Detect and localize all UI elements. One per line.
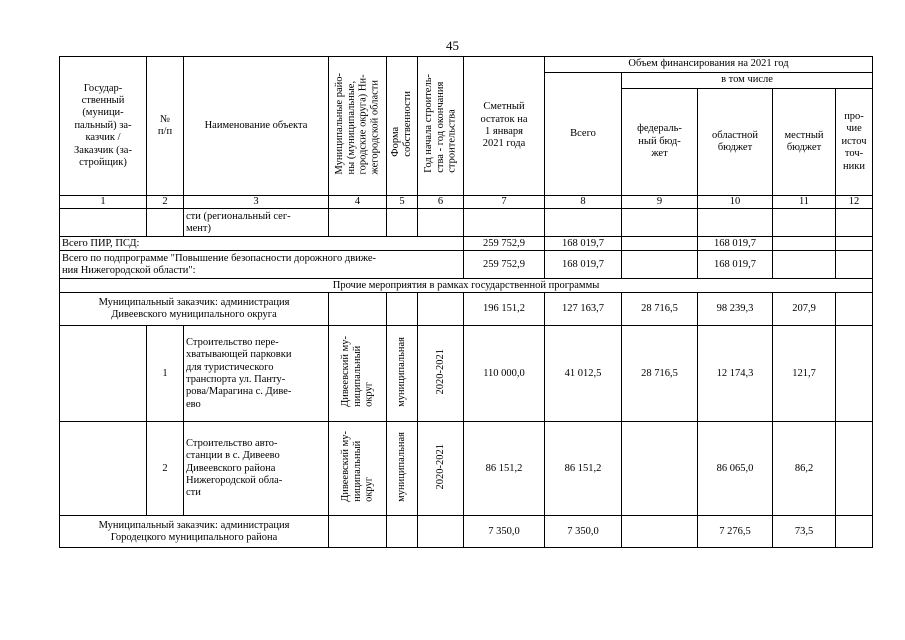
section-row — [60, 279, 873, 293]
header-financing: Объем финансирования на 2021 год — [545, 57, 873, 73]
total-value: 168 019,7 — [545, 251, 622, 279]
district: Дивеевский му- ниципальный округ — [329, 422, 387, 516]
balance-value: 259 752,9 — [464, 251, 545, 279]
col-num: 12 — [836, 196, 873, 209]
header-years: Год начала строитель- ства - год окончания строительства — [418, 57, 464, 196]
header-local: местный бюджет — [773, 89, 836, 196]
total-value: 168 019,7 — [545, 237, 622, 251]
col-num: 1 — [60, 196, 147, 209]
col-num: 7 — [464, 196, 545, 209]
header-regional: областной бюджет — [698, 89, 773, 196]
col-num: 6 — [418, 196, 464, 209]
header-num: № п/п — [147, 57, 184, 196]
section-title: Прочие мероприятия в рамках государственной программы — [60, 279, 873, 293]
table-row — [60, 251, 873, 279]
customer-label: Муниципальный заказчик: администрация Дивеевского муниципального округа — [60, 293, 329, 326]
federal-value: 28 716,5 — [622, 293, 698, 326]
table-row — [60, 293, 873, 326]
table-row — [60, 209, 873, 237]
regional-value: 86 065,0 — [698, 422, 773, 516]
total-value: 86 151,2 — [545, 422, 622, 516]
col-num: 8 — [545, 196, 622, 209]
total-value: 41 012,5 — [545, 326, 622, 422]
item-number: 2 — [147, 422, 184, 516]
col-num: 4 — [329, 196, 387, 209]
col-num: 3 — [184, 196, 329, 209]
balance-value: 110 000,0 — [464, 326, 545, 422]
balance-value: 196 151,2 — [464, 293, 545, 326]
column-number-row — [60, 196, 873, 209]
balance-value: 7 350,0 — [464, 516, 545, 548]
regional-value: 7 276,5 — [698, 516, 773, 548]
object-name: Строительство авто- станции в с. Дивеево Дивеевского района Нижегородской обла- сти — [184, 422, 329, 516]
header-including: в том числе — [622, 73, 873, 89]
balance-value: 86 151,2 — [464, 422, 545, 516]
header-object-name: Наименование объекта — [184, 57, 329, 196]
regional-value: 168 019,7 — [698, 251, 773, 279]
header-ownership: Форма собственности — [387, 57, 418, 196]
header-balance: Сметный остаток на 1 января 2021 года — [464, 57, 545, 196]
local-value: 207,9 — [773, 293, 836, 326]
object-name: Строительство пере- хватывающей парковки для туристического транспорта ул. Панту- рова/Марагина с. Диве- ево — [184, 326, 329, 422]
header-customer: Государ- ственный (муници- пальный) за- казчик / Заказчик (за- стройщик) — [60, 57, 147, 196]
table-row — [60, 326, 873, 422]
total-value: 7 350,0 — [545, 516, 622, 548]
local-value: 86,2 — [773, 422, 836, 516]
financing-table — [59, 56, 873, 548]
object-name: сти (региональный сег- мент) — [184, 209, 329, 237]
balance-value: 259 752,9 — [464, 237, 545, 251]
header-total: Всего — [545, 73, 622, 196]
header-districts: Муниципальные райо- ны (муниципальные, городские округа) Ни- жегородской области — [329, 57, 387, 196]
col-num: 2 — [147, 196, 184, 209]
regional-value: 98 239,3 — [698, 293, 773, 326]
federal-value: 28 716,5 — [622, 326, 698, 422]
customer-label: Муниципальный заказчик: администрация Городецкого муниципального района — [60, 516, 329, 548]
col-num: 9 — [622, 196, 698, 209]
ownership: муниципальная — [387, 326, 418, 422]
item-number: 1 — [147, 326, 184, 422]
table-row — [60, 237, 873, 251]
row-label: Всего ПИР, ПСД: — [60, 237, 464, 251]
table-row — [60, 422, 873, 516]
header-federal: федераль- ный бюд- жет — [622, 89, 698, 196]
years: 2020-2021 — [418, 326, 464, 422]
col-num: 11 — [773, 196, 836, 209]
district: Дивеевский му- ниципальный округ — [329, 326, 387, 422]
header-other: про- чие источ точ- ники — [836, 89, 873, 196]
ownership: муниципальная — [387, 422, 418, 516]
row-label: Всего по подпрограмме "Повышение безопасности дорожного движе- ния Нижегородской области": — [60, 251, 464, 279]
local-value: 121,7 — [773, 326, 836, 422]
total-value: 127 163,7 — [545, 293, 622, 326]
years: 2020-2021 — [418, 422, 464, 516]
regional-value: 12 174,3 — [698, 326, 773, 422]
page-number: 45 — [446, 38, 459, 53]
table-row — [60, 516, 873, 548]
col-num: 5 — [387, 196, 418, 209]
regional-value: 168 019,7 — [698, 237, 773, 251]
col-num: 10 — [698, 196, 773, 209]
local-value: 73,5 — [773, 516, 836, 548]
